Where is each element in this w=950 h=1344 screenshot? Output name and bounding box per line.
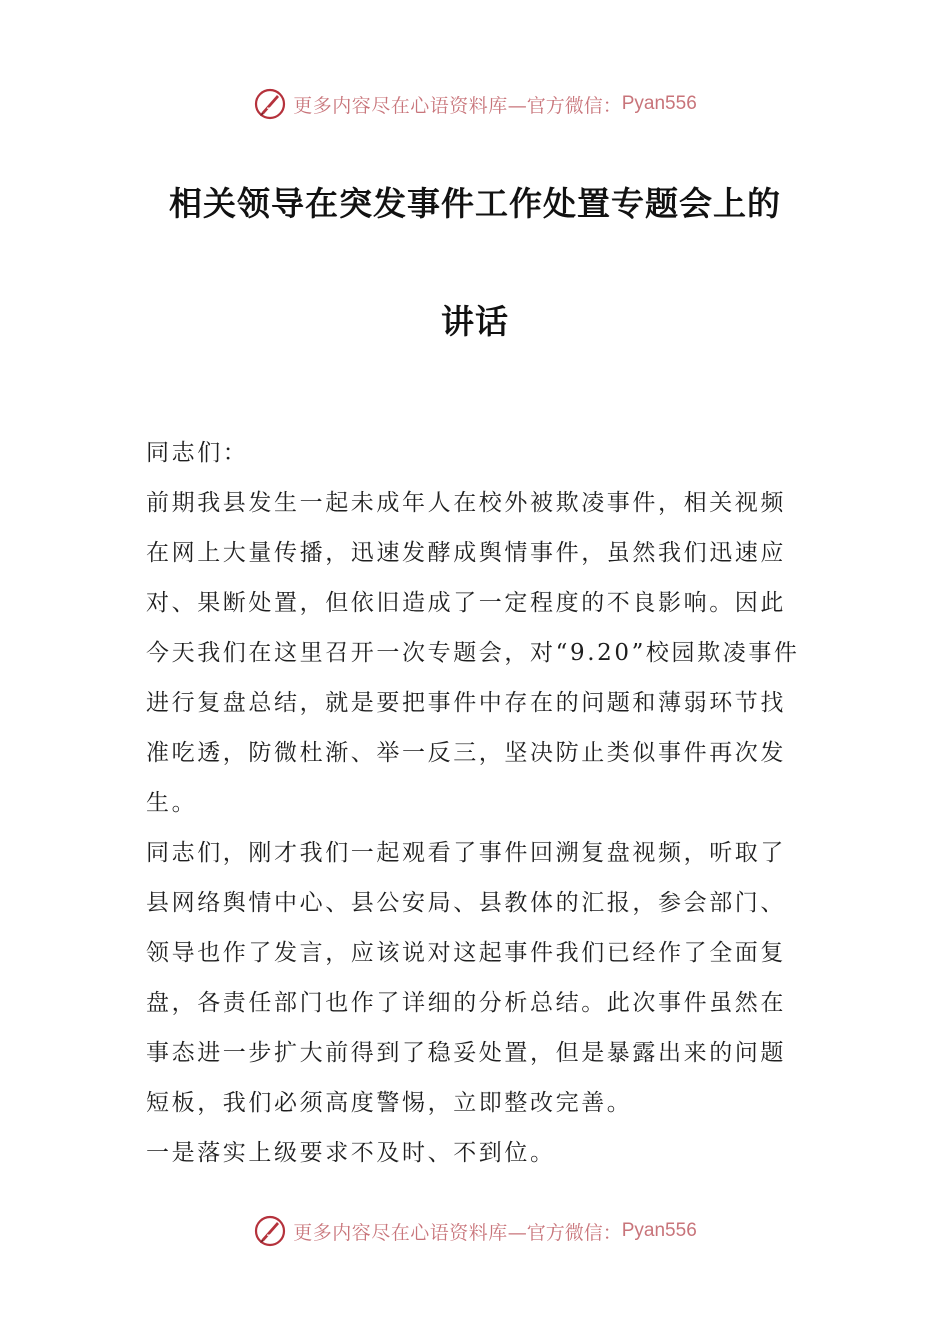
watermark-text: 更多内容尽在心语资料库	[293, 1221, 508, 1244]
body-line: 领导也作了发言，应该说对这起事件我们已经作了全面复	[146, 940, 786, 966]
body-line: 同志们：	[146, 440, 249, 466]
document-title-line-1: 相关领导在突发事件工作处置专题会上的	[169, 184, 781, 223]
watermark-banner-bottom	[0, 1211, 950, 1251]
body-line: 对、果断处置，但依旧造成了一定程度的不良影响。因此	[146, 590, 786, 616]
watermark-wechat-id: Pyan556	[621, 93, 697, 114]
watermark-wechat-id: Pyan556	[621, 1220, 697, 1241]
body-line: 县网络舆情中心、县公安局、县教体的汇报，参会部门、	[146, 890, 786, 916]
watermark-separator: —官方微信：	[507, 1221, 622, 1244]
body-line: 在网上大量传播，迅速发酵成舆情事件，虽然我们迅速应	[146, 540, 786, 566]
body-line: 今天我们在这里召开一次专题会，对“9.20”校园欺凌事件	[146, 640, 800, 666]
document-title-line-2: 讲话	[441, 302, 509, 341]
document-body	[146, 428, 806, 1178]
body-line: 一是落实上级要求不及时、不到位。	[146, 1140, 556, 1166]
watermark-separator: —官方微信：	[507, 94, 622, 117]
body-line: 同志们，刚才我们一起观看了事件回溯复盘视频，听取了	[146, 840, 786, 866]
body-line: 短板，我们必须高度警惕，立即整改完善。	[146, 1090, 633, 1116]
body-line: 准吃透，防微杜渐、举一反三，坚决防止类似事件再次发	[146, 740, 786, 766]
quill-logo-icon	[253, 1214, 287, 1248]
watermark-banner-top	[0, 84, 950, 124]
body-line: 进行复盘总结，就是要把事件中存在的问题和薄弱环节找	[146, 690, 786, 716]
body-line: 生。	[146, 790, 198, 816]
watermark-text: 更多内容尽在心语资料库	[293, 94, 508, 117]
body-line: 前期我县发生一起未成年人在校外被欺凌事件，相关视频	[146, 490, 786, 516]
quill-logo-icon	[253, 87, 287, 121]
body-line: 盘，各责任部门也作了详细的分析总结。此次事件虽然在	[146, 990, 786, 1016]
body-line: 事态进一步扩大前得到了稳妥处置，但是暴露出来的问题	[146, 1040, 786, 1066]
